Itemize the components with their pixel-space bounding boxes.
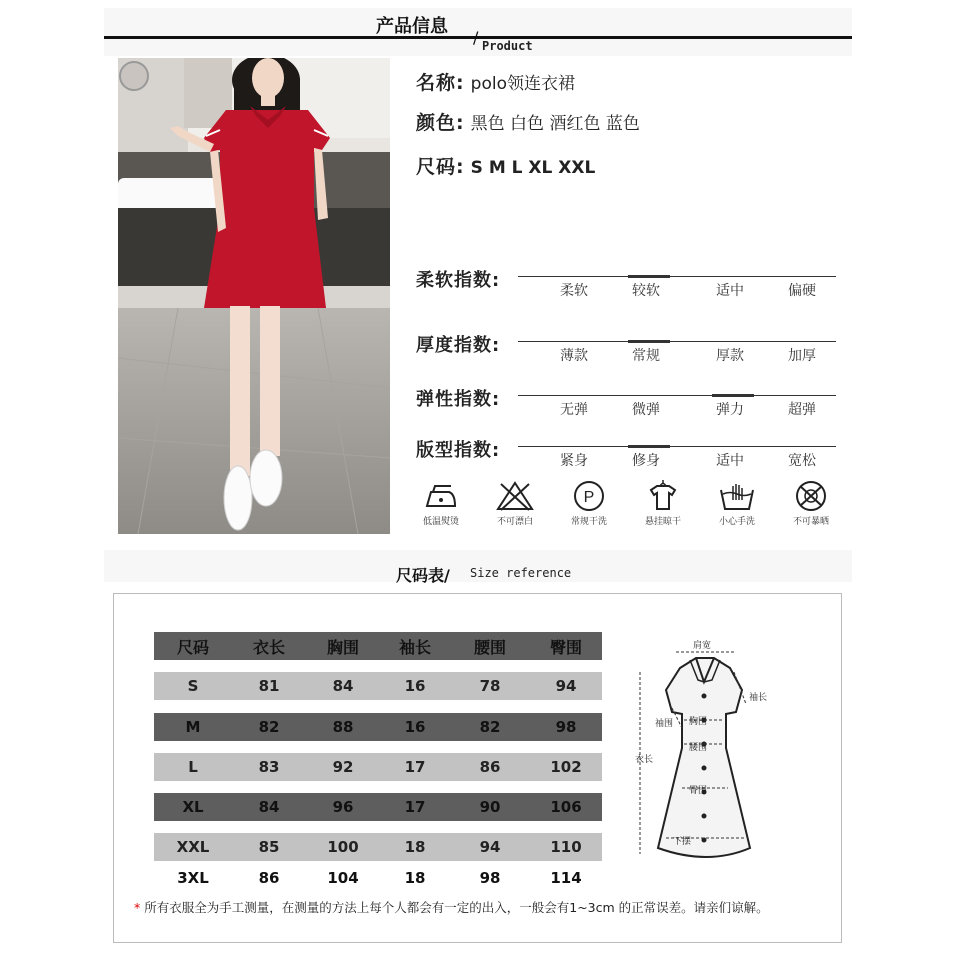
table-cell: 96 [332, 798, 354, 816]
care-item [708, 480, 766, 527]
measurement-note [134, 898, 769, 916]
table-cell: 100 [327, 838, 359, 856]
table-row [154, 713, 602, 741]
table-cell: 16 [404, 677, 426, 695]
no-bleach-icon [495, 480, 535, 512]
index-selected-marker [628, 340, 670, 343]
index-scale-line [518, 395, 836, 396]
name-value: polo领连衣裙 [470, 74, 575, 94]
product-info-subtitle: Product [482, 39, 533, 53]
product-color-row [416, 108, 640, 135]
index-option: 微弹 [632, 402, 660, 418]
index-option: 适中 [716, 283, 744, 299]
table-cell: 98 [555, 718, 577, 736]
table-cell: 18 [404, 838, 426, 856]
index-scale-line [518, 446, 836, 447]
table-cell: 81 [258, 677, 280, 695]
care-item [412, 480, 470, 527]
size-value: S M L XL XXL [470, 158, 596, 178]
table-cell: 84 [258, 798, 280, 816]
table-cell: 92 [332, 758, 354, 776]
care-label: 低温熨烫 [422, 517, 459, 527]
table-cell: 88 [332, 718, 354, 736]
hang-dry-icon [643, 480, 683, 512]
table-header-cell: 衣长 [252, 637, 285, 657]
table-row [154, 866, 602, 890]
diagram-chest-label: 胸围 [688, 717, 708, 727]
no-sun-dry-icon [791, 480, 831, 512]
product-info-title: 产品信息 [376, 16, 448, 37]
hand-wash-icon [717, 480, 757, 512]
care-item [560, 480, 618, 527]
table-row [154, 753, 602, 781]
index-option: 较软 [632, 283, 660, 299]
table-cell: 82 [258, 718, 280, 736]
table-header-cell: 胸围 [326, 637, 359, 657]
table-cell: 17 [404, 798, 426, 816]
table-header-cell: 尺码 [176, 637, 209, 657]
care-label: 小心手洗 [718, 517, 755, 527]
index-option: 修身 [632, 453, 660, 469]
table-cell: 16 [404, 718, 426, 736]
color-value: 黑色 白色 酒红色 蓝色 [470, 114, 640, 134]
diagram-shoulder-label: 肩宽 [692, 641, 712, 651]
index-option: 薄款 [560, 348, 588, 364]
header-slash: / [473, 28, 479, 47]
table-cell: 102 [550, 758, 582, 776]
table-cell: 94 [555, 677, 577, 695]
care-item [634, 480, 692, 527]
table-cell: 104 [327, 869, 359, 887]
product-name-row [416, 68, 575, 95]
table-cell: 110 [550, 838, 582, 856]
diagram-hem-label: 下摆 [672, 837, 692, 847]
index-option: 弹力 [716, 402, 744, 418]
index-option: 超弹 [788, 402, 816, 418]
size-label: 尺码: [416, 156, 465, 178]
table-cell: 17 [404, 758, 426, 776]
index-selected-marker [628, 275, 670, 278]
product-photo [118, 58, 390, 534]
table-cell: 82 [479, 718, 501, 736]
name-label: 名称: [416, 72, 465, 94]
table-cell: 3XL [177, 869, 209, 887]
index-option: 偏硬 [788, 283, 816, 299]
table-cell: 86 [479, 758, 501, 776]
table-cell: XL [182, 798, 204, 816]
size-reference-title: 尺码表/ [396, 566, 450, 585]
care-label: 悬挂晾干 [644, 517, 681, 527]
dry-clean-p-icon [569, 480, 609, 512]
diagram-waist-label: 腰围 [688, 743, 708, 753]
care-label: 常规干洗 [570, 517, 607, 527]
diagram-length-label: 衣长 [634, 755, 654, 765]
table-cell: S [187, 677, 199, 695]
care-label: 不可漂白 [496, 517, 533, 527]
table-cell: 114 [550, 869, 582, 887]
table-cell: 78 [479, 677, 501, 695]
table-cell: 90 [479, 798, 501, 816]
note-text: 所有衣服全为手工测量，在测量的方法上每个人都会有一定的出入，一般会有1~3cm 的正常误差。请亲们谅解。 [144, 900, 769, 915]
index-option: 厚款 [716, 348, 744, 364]
index-label: 柔软指数: [416, 270, 501, 291]
index-option: 加厚 [788, 348, 816, 364]
index-option: 宽松 [788, 453, 816, 469]
care-item [782, 480, 840, 527]
table-row [154, 672, 602, 700]
table-cell: XXL [176, 838, 210, 856]
index-option: 柔软 [560, 283, 588, 299]
svg-text:P: P [583, 489, 595, 506]
index-option: 无弹 [560, 402, 588, 418]
table-cell: 98 [479, 869, 501, 887]
table-cell: 83 [258, 758, 280, 776]
care-item [486, 480, 544, 527]
iron-low-icon [421, 480, 461, 512]
index-selected-marker [628, 445, 670, 448]
table-cell: M [185, 718, 201, 736]
color-label: 颜色: [416, 112, 465, 134]
table-cell: 85 [258, 838, 280, 856]
note-star: * [134, 900, 141, 915]
table-header-cell: 腰围 [473, 637, 506, 657]
table-cell: 94 [479, 838, 501, 856]
table-cell: 86 [258, 869, 280, 887]
table-row [154, 793, 602, 821]
care-icons-row [412, 480, 842, 530]
table-cell: 84 [332, 677, 354, 695]
table-cell: 18 [404, 869, 426, 887]
product-size-row [416, 152, 595, 179]
index-option: 常规 [632, 348, 660, 364]
table-row [154, 833, 602, 861]
index-option: 紧身 [560, 453, 588, 469]
size-reference-subtitle: Size reference [470, 566, 572, 580]
table-cell: 106 [550, 798, 582, 816]
table-cell: L [188, 758, 198, 776]
diagram-armhole-label: 袖围 [654, 719, 674, 729]
table-header-row [154, 632, 602, 660]
index-option: 适中 [716, 453, 744, 469]
care-label: 不可暴晒 [792, 517, 829, 527]
diagram-hip-label: 臀围 [688, 786, 708, 796]
table-header-cell: 袖长 [398, 637, 431, 657]
diagram-sleeve-label: 袖长 [748, 693, 768, 703]
index-scale-line [518, 341, 836, 342]
index-selected-marker [712, 394, 754, 397]
index-label: 厚度指数: [416, 335, 501, 356]
index-label: 版型指数: [416, 440, 501, 461]
table-header-cell: 臀围 [549, 637, 582, 657]
index-label: 弹性指数: [416, 389, 501, 410]
index-scale-line [518, 276, 836, 277]
measurement-diagram [610, 628, 815, 873]
